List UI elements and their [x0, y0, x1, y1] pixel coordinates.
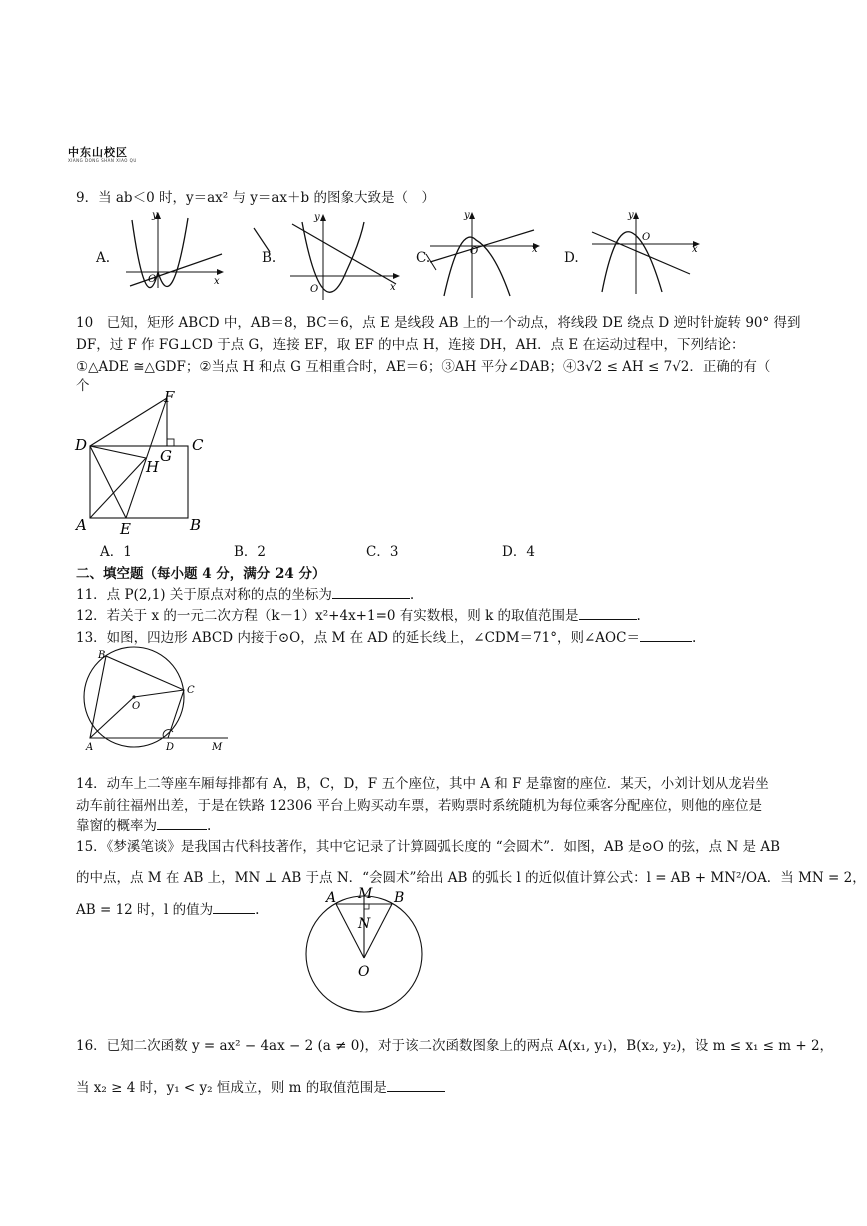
- school-logo-subtext: XIANG DONG SHAN XIAO QU: [68, 158, 137, 163]
- q9-option-a-label: A.: [96, 250, 111, 266]
- q9-graph-d: [586, 210, 706, 294]
- q12-text: 12．若关于 x 的一元二次方程（k－1）x²+4x+1=0 有实数根，则 k 的取值范围是 .: [76, 608, 641, 624]
- q9-a-axis-y: y: [152, 210, 158, 221]
- q9-c-axis-y: y: [464, 210, 470, 221]
- q15-figure: [300, 886, 440, 1018]
- q13-answer-blank: [640, 629, 692, 642]
- q9-stem: 9．当 ab＜0 时，y＝ax² 与 y＝ax＋b 的图象大致是（ ）: [76, 190, 435, 206]
- q9-d-axis-x: x: [692, 244, 698, 255]
- q10-line-4: 个: [76, 378, 90, 394]
- q16-line-2: [76, 1076, 445, 1096]
- q15-label-n: N: [358, 916, 371, 932]
- q11-answer-blank: [332, 586, 410, 599]
- q11-stem: 11．点 P(2,1) 关于原点对称的点的坐标为: [76, 587, 332, 603]
- q9-option-d-label: D.: [564, 250, 579, 266]
- q11-text: 11．点 P(2,1) 关于原点对称的点的坐标为 .: [76, 587, 415, 603]
- q10-label-e: E: [120, 520, 131, 538]
- q15-label-a: A: [326, 890, 337, 906]
- q10-label-d: D: [75, 436, 88, 454]
- q14-line-3: 靠窗的概率为 .: [76, 818, 212, 834]
- section-2-title: 二、填空题（每小题 4 分，满分 24 分）: [76, 566, 326, 582]
- q9-d-axis-y: y: [628, 210, 634, 221]
- q13-text: 13．如图，四边形 ABCD 内接于⊙O，点 M 在 AD 的延长线上，∠CDM＝71°，则∠AOC＝ .: [76, 630, 697, 646]
- q10-line-2: DF，过 F 作 FG⊥CD 于点 G，连接 EF，取 EF 的中点 H，连接 DH，AH．点 E 在运动过程中，下列结论：: [76, 337, 745, 353]
- q13-label-c: C: [187, 685, 195, 696]
- q10-option-c: C．3: [366, 544, 399, 560]
- q10-line-3: ①△ADE ≅△GDF；②当点 H 和点 G 互相重合时，AE＝6；③AH 平分∠DAB；④3√2 ≤ AH ≤ 7√2．正确的有（: [76, 359, 771, 375]
- q9-graph-c: [424, 210, 544, 300]
- q10-label-g: G: [160, 447, 172, 465]
- q14-line-1: 14．动车上二等座车厢每排都有 A，B，C，D，F 五个座位，其中 A 和 F 是靠窗的座位．某天，小刘计划从龙岩坐: [76, 776, 769, 792]
- q14-stem-end: 靠窗的概率为: [76, 818, 157, 834]
- q15-line-1: 15．《梦溪笔谈》是我国古代科技著作，其中它记录了计算圆弧长度的 “会圆术”．如图，AB 是⊙O 的弦，点 N 是 AB: [76, 839, 781, 855]
- q13-label-o: O: [132, 701, 141, 712]
- q9-c-origin: O: [470, 246, 479, 257]
- q9-a-axis-x: x: [214, 276, 220, 287]
- q9-graph-a: [118, 210, 228, 290]
- q10-line-1: 10 已知，矩形 ABCD 中，AB＝8，BC＝6，点 E 是线段 AB 上的一个动点，将线段 DE 绕点 D 逆时针旋转 90° 得到: [76, 315, 801, 331]
- q15-label-o: O: [358, 964, 370, 980]
- q9-b-axis-y: y: [314, 212, 320, 223]
- q9-option-b-label: B.: [262, 250, 277, 266]
- q9-a-origin: O: [148, 274, 157, 285]
- q13-label-d: D: [166, 742, 175, 753]
- q13-stem: 13．如图，四边形 ABCD 内接于⊙O，点 M 在 AD 的延长线上，∠CDM＝71°，则∠AOC＝: [76, 630, 640, 646]
- q15-label-b: B: [394, 890, 405, 906]
- q9-b-axis-x: x: [390, 282, 396, 293]
- q9-option-c-label: C.: [416, 250, 431, 266]
- q9-d-origin: O: [642, 232, 651, 243]
- q10-label-c: C: [192, 436, 204, 454]
- q15-line-2: 的中点，点 M 在 AB 上，MN ⊥ AB 于点 N．“会圆术”给出 AB 的弧长 l 的近似值计算公式：l = AB + MN²/OA．当 MN = 2，: [76, 870, 866, 886]
- q10-option-d: D．4: [502, 544, 535, 560]
- q15-label-m: M: [358, 886, 373, 902]
- q10-label-f: F: [164, 388, 175, 406]
- q15-stem-end: AB = 12 时，l 的值为: [76, 902, 214, 918]
- q14-answer-blank: [157, 817, 207, 830]
- q13-label-b: B: [98, 650, 106, 661]
- q16-stem-end: 当 x₂ ≥ 4 时，y₁ < y₂ 恒成立，则 m 的取值范围是: [76, 1080, 387, 1096]
- q10-option-a: A．1: [100, 544, 132, 560]
- q13-label-m: M: [212, 742, 223, 753]
- q9-b-origin: O: [310, 284, 319, 295]
- q15-line-3: AB = 12 时，l 的值为 .: [76, 902, 260, 918]
- q14-line-2: 动车前往福州出差，于是在铁路 12306 平台上购买动车票，若购票时系统随机为每位乘客分配座位，则他的座位是: [76, 798, 763, 814]
- q10-label-b: B: [190, 516, 202, 534]
- q10-option-b: B．2: [234, 544, 267, 560]
- q10-label-a: A: [76, 516, 87, 534]
- q12-stem: 12．若关于 x 的一元二次方程（k－1）x²+4x+1=0 有实数根，则 k 的取值范围是: [76, 608, 579, 624]
- q12-answer-blank: [579, 607, 637, 620]
- q13-figure: [80, 646, 240, 758]
- q15-answer-blank: [213, 901, 255, 914]
- q10-figure: [70, 388, 220, 538]
- q16-answer-blank: [387, 1079, 445, 1092]
- q9-graph-b: [250, 212, 400, 302]
- q10-label-h: H: [146, 458, 160, 476]
- school-logo-text: 中东山校区: [68, 146, 128, 159]
- q16-line-1: 16．已知二次函数 y = ax² − 4ax − 2 (a ≠ 0)，对于该二次函数图象上的两点 A(x₁, y₁)，B(x₂, y₂)，设 m ≤ x₁ ≤ m + 2，: [76, 1038, 834, 1054]
- q9-c-axis-x: x: [532, 244, 538, 255]
- q13-label-a: A: [86, 742, 94, 753]
